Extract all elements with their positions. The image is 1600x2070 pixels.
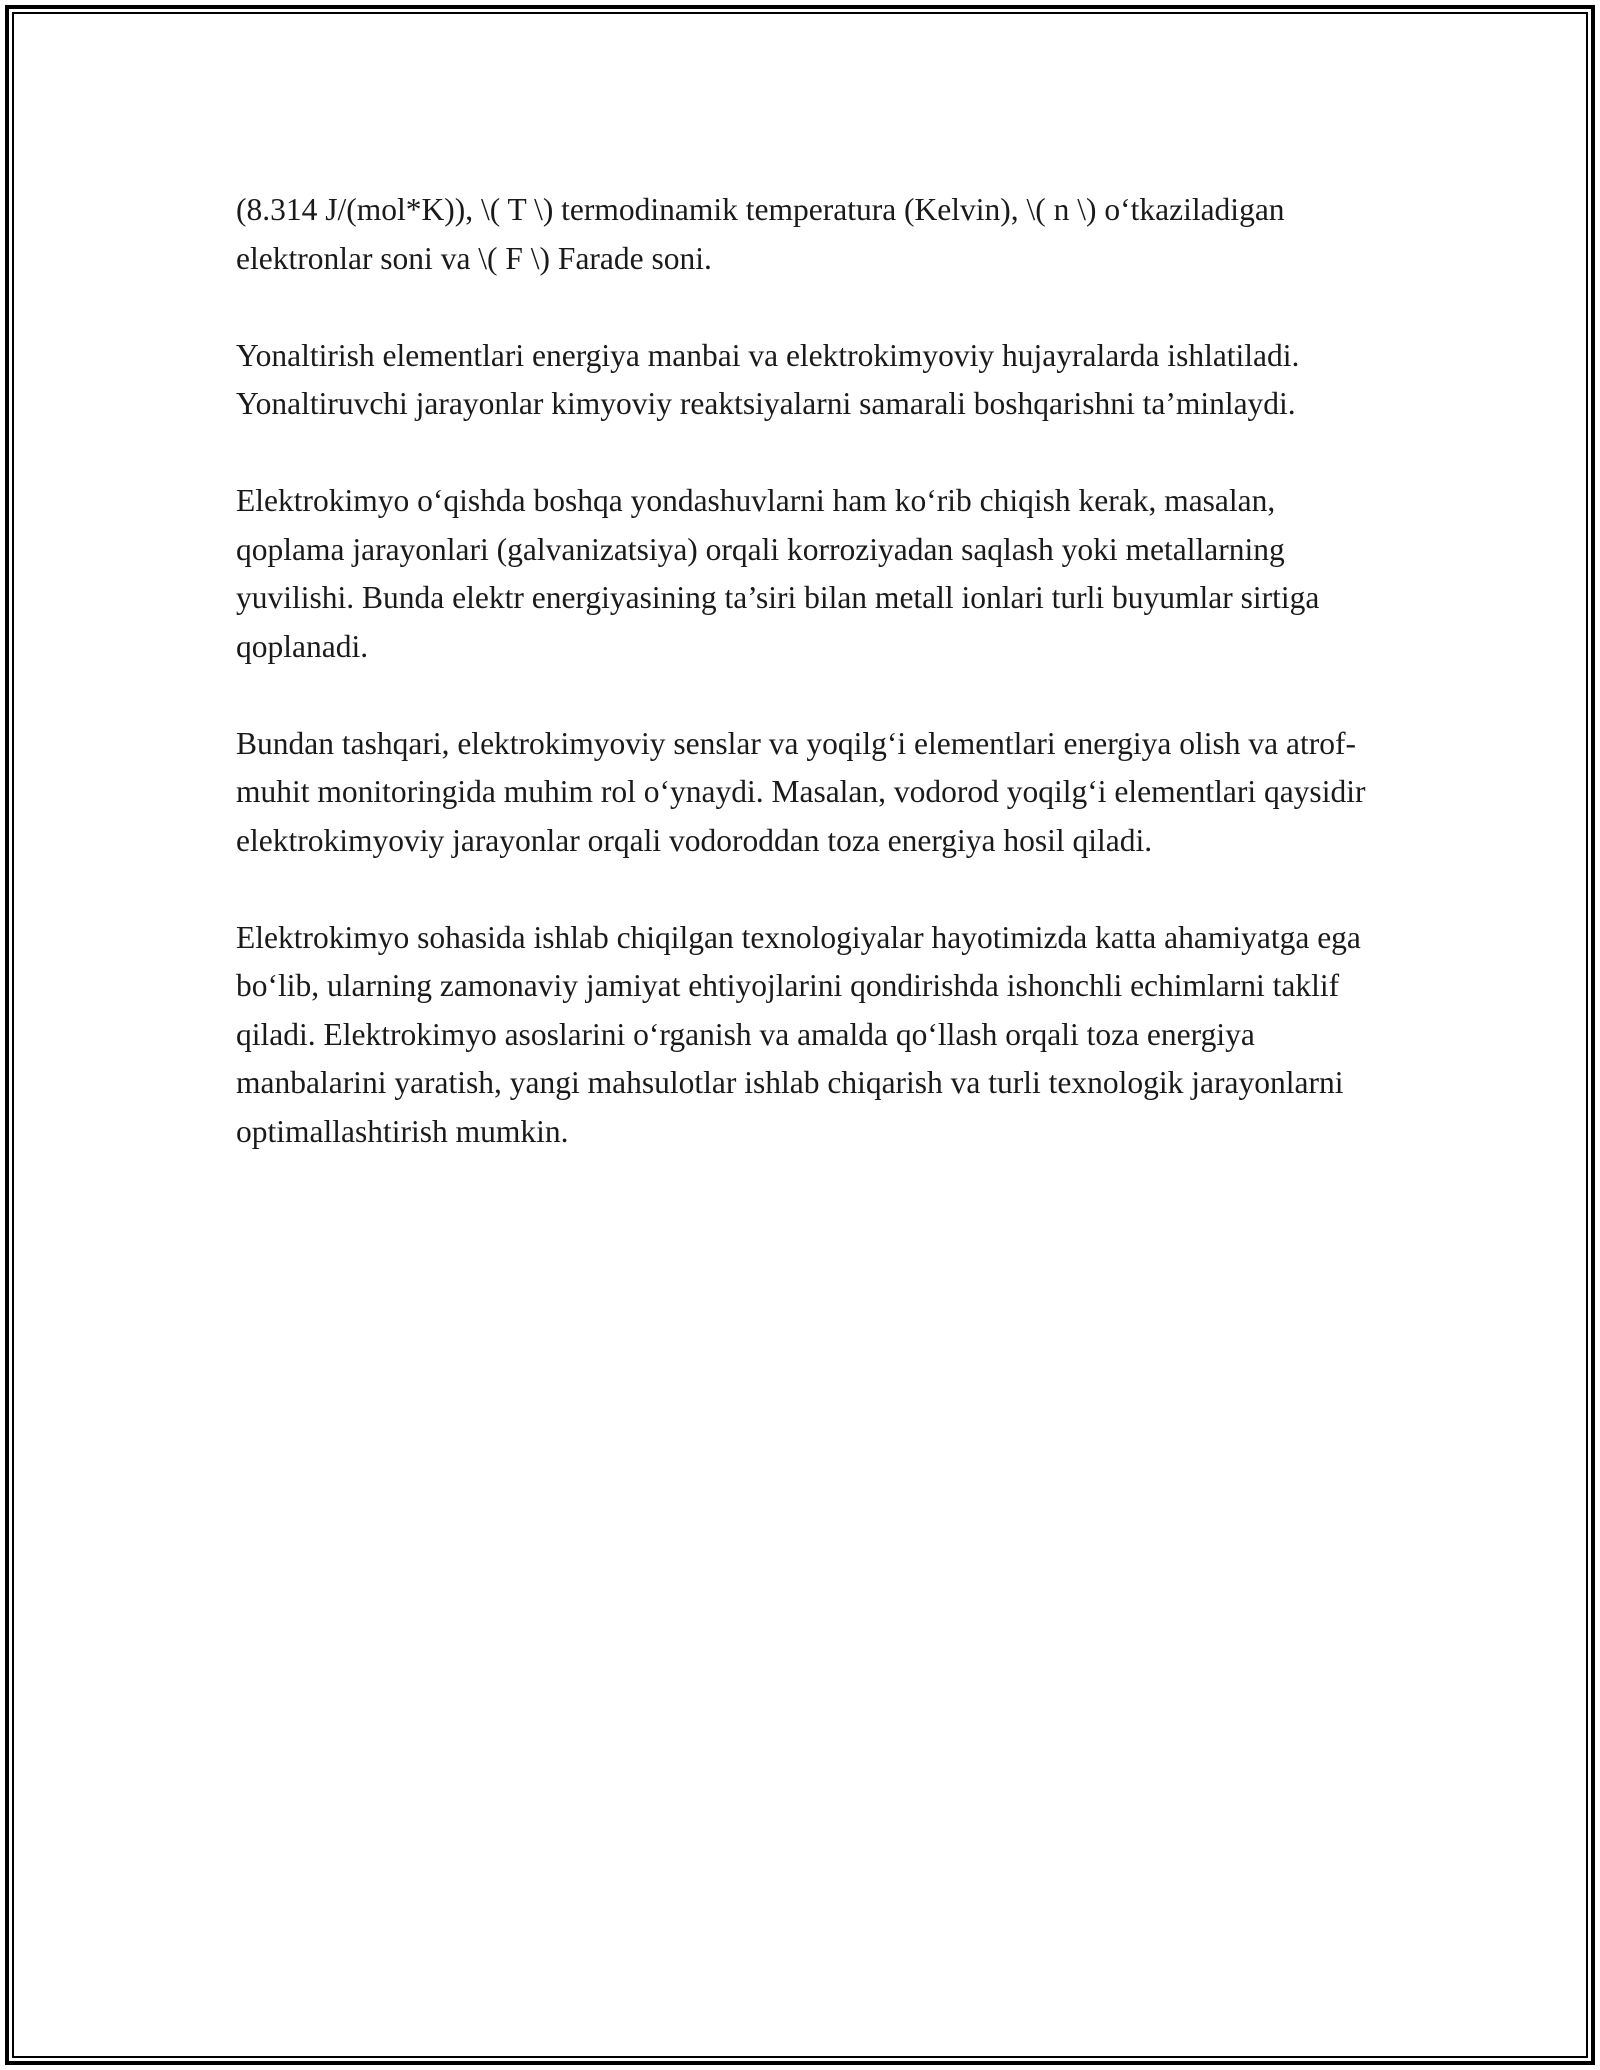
paragraph-sensors-fuel-cells: Bundan tashqari, elektrokimyoviy senslar va yoqilg‘i elementlari energiya olish va atrof-muhit monitoringida muhim rol o‘ynaydi. Masalan, vodorod yoqilg‘i elementlari qaysidir elektrokimyoviy jarayonlar orqali vodoroddan toza energiya hosil qiladi. [236, 725, 1366, 858]
paragraph-conclusion: Elektrokimyo sohasida ishlab chiqilgan texnologiyalar hayotimizda katta ahamiyatga ega bo‘lib, ularning zamonaviy jamiyat ehtiyojlarini qondirishda ishonchli echimlarni taklif qiladi. Elektrokimyo asoslarini o‘rganish va amalda qo‘llash orqali toza energiya manbalarini yaratish, yangi mahsulotlar ishlab chiqarish va turli texnologik jarayonlarni optimallashtirish mumkin. [236, 919, 1361, 1149]
paragraph-directing-elements: Yonaltirish elementlari energiya manbai va elektrokimyoviy hujayralarda ishlatiladi. Yonaltiruvchi jarayonlar kimyoviy reaktsiyalarni samarali boshqarishni ta’minlaydi. [236, 337, 1300, 421]
paragraph-galvanization: Elektrokimyo o‘qishda boshqa yondashuvlarni ham ko‘rib chiqish kerak, masalan, qoplama jarayonlari (galvanizatsiya) orqali korroziyadan saqlash yoki metallarning yuvilishi. Bunda elektr energiyasining ta’siri bilan metall ionlari turli buyumlar sirtiga qoplanadi. [236, 483, 1320, 664]
paragraph-constants: (8.314 J/(mol*K)), \( T \) termodinamik temperatura (Kelvin), \( n \) o‘tkaziladigan elektronlar soni va \( F \) Farade soni. [236, 192, 1285, 276]
document-body [236, 186, 1386, 1205]
